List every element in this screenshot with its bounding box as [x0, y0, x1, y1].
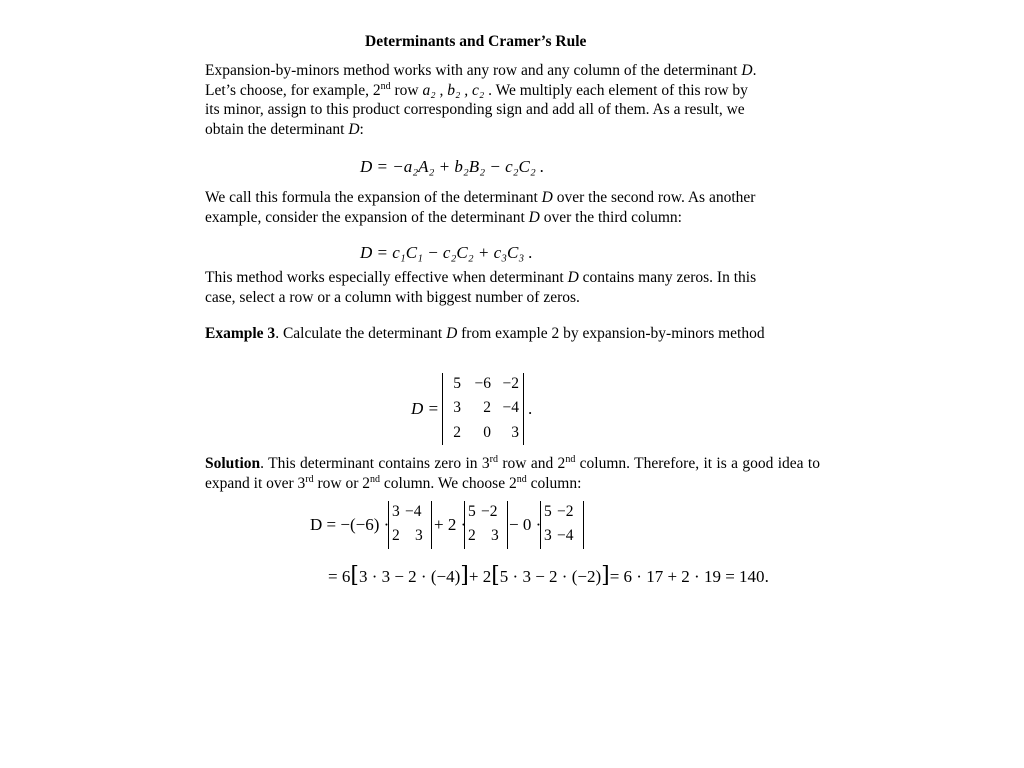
variables: a₂ , b₂ , c₂ — [422, 81, 485, 99]
matrix-end-dot: . — [528, 399, 533, 418]
variable: D — [348, 120, 360, 138]
text: case, select a row or a column with biggest number of zeros. — [205, 288, 580, 306]
variable: D — [567, 269, 579, 286]
text: 3 · 3 − 2 · (−4) — [358, 567, 461, 586]
text: column. We choose 2 — [380, 474, 517, 492]
text: D = −(−6) · — [310, 515, 390, 534]
minor-cell: 3 — [544, 527, 552, 544]
text: obtain the determinant — [205, 120, 349, 138]
text: D = — [411, 399, 439, 418]
minor-cell: −2 — [557, 503, 574, 520]
expansion-lhs — [310, 515, 389, 535]
text: Let’s choose, for example, 2 — [205, 81, 381, 99]
matrix-cell: 3 — [453, 399, 461, 416]
superscript: rd — [489, 454, 498, 465]
text: 6 — [341, 567, 351, 586]
minor-cell: 3 — [392, 503, 400, 520]
paragraph-expansion-intro — [205, 61, 820, 139]
equation-column-expansion: D = c₁C₁ − c₂C₂ + c₃C₃ . — [360, 243, 533, 262]
paragraph-zeros — [205, 268, 820, 307]
text: contains many zeros. In this — [578, 269, 757, 286]
determinant-3x3 — [442, 373, 524, 445]
minor-cell: 3 — [491, 527, 499, 544]
matrix-lhs — [411, 399, 439, 419]
text: We call this formula the expansion of the determinant — [205, 189, 542, 206]
text: its minor, assign to this product corresponding sign and add all of them. As a result, we — [205, 101, 745, 118]
text: . — [764, 567, 769, 586]
matrix-cell: −4 — [502, 399, 519, 416]
text: column. Therefore, it is a good idea to expand it over 3 — [205, 455, 820, 492]
superscript: nd — [370, 473, 381, 485]
text: . — [752, 62, 757, 79]
text: This method works especially effective when determinant — [205, 269, 568, 286]
right-bracket: ] — [460, 563, 469, 588]
text: over the third column: — [539, 208, 682, 226]
text: Expansion-by-minors method works with any row and any column of the determinant — [205, 62, 742, 79]
minor-determinant-3 — [540, 501, 584, 549]
minor-cell: −4 — [557, 527, 574, 544]
page-title: Determinants and Cramer’s Rule — [365, 33, 587, 50]
minor-cell: 5 — [468, 503, 476, 520]
minor-cell: 2 — [392, 527, 400, 544]
equation-row-expansion: D = −a₂A₂ + b₂B₂ − c₂C₂ . — [360, 157, 545, 176]
text: example, consider the expansion of the determinant — [205, 208, 529, 226]
minor-cell: −2 — [481, 503, 498, 520]
text: . We multiply each element of this row by — [484, 81, 748, 99]
superscript: nd — [516, 473, 527, 485]
matrix-cell: −2 — [502, 375, 519, 392]
text: . This determinant contains zero in 3 — [260, 455, 490, 472]
text: 5 · 3 − 2 · (−2) — [499, 567, 602, 586]
matrix-cell: 3 — [511, 424, 519, 441]
minor-determinant-2 — [464, 501, 508, 549]
matrix-cell: 2 — [453, 424, 461, 441]
variable: D — [446, 325, 458, 342]
superscript: rd — [305, 473, 314, 485]
expansion-operator: − 0 · — [509, 515, 542, 534]
variable: D — [541, 189, 553, 206]
text: row or 2 — [313, 474, 371, 492]
superscript: nd — [565, 454, 576, 465]
text: + 2 — [468, 567, 492, 586]
matrix-cell: 5 — [453, 375, 461, 392]
left-bracket: [ — [491, 563, 500, 588]
text: over the second row. As another — [552, 189, 756, 206]
text: = 6 · 17 + 2 · 19 = 140 — [609, 567, 765, 586]
minor-cell: 3 — [415, 527, 423, 544]
text: : — [359, 120, 364, 138]
matrix-cell: −6 — [474, 375, 491, 392]
text: . Calculate the determinant — [275, 325, 447, 342]
text: column: — [526, 474, 582, 492]
minor-cell: −4 — [405, 503, 422, 520]
equals-sign: = — [328, 567, 338, 586]
variable: D — [741, 62, 753, 79]
solution-label: Solution — [205, 455, 261, 472]
matrix-cell: 2 — [483, 399, 491, 416]
text: from example 2 by expansion-by-minors method — [457, 325, 765, 342]
text: row and 2 — [497, 455, 566, 472]
solution-statement — [205, 454, 820, 493]
superscript: nd — [380, 80, 391, 92]
example-statement — [205, 324, 820, 344]
text: row — [390, 81, 423, 99]
example-label: Example 3 — [205, 325, 276, 342]
result-line — [328, 563, 769, 589]
expansion-operator: + 2 · — [434, 515, 467, 534]
minor-cell: 2 — [468, 527, 476, 544]
matrix-cell: 0 — [483, 424, 491, 441]
paragraph-second-row — [205, 188, 820, 227]
left-bracket: [ — [350, 563, 359, 588]
minor-cell: 5 — [544, 503, 552, 520]
minor-determinant-1 — [388, 501, 432, 549]
variable: D — [528, 208, 540, 226]
right-bracket: ] — [601, 563, 610, 588]
